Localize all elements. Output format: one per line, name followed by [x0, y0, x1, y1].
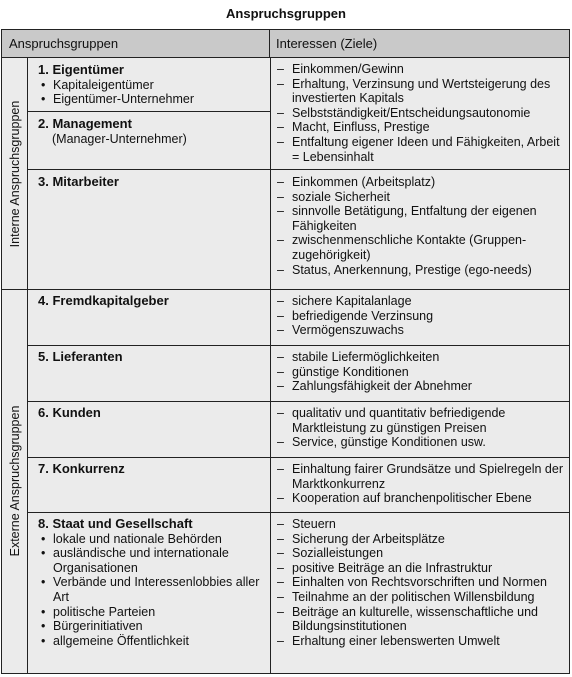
dash-icon: –	[277, 233, 284, 248]
stakeholder-subgroups	[38, 532, 264, 649]
dash-icon: –	[277, 575, 284, 590]
dash-icon: –	[277, 262, 284, 277]
column-header-stakeholders: Anspruchsgruppen	[2, 30, 270, 58]
row-divider	[28, 512, 569, 513]
list-item: – zwischenmenschliche Kontakte (Gruppenzugehörigkeit)	[277, 233, 527, 262]
internal-group-cell	[2, 58, 28, 289]
row-divider	[28, 457, 569, 458]
list-item: – stabile Liefermöglichkeiten	[277, 350, 440, 364]
stakeholder-name: Staat und Gesellschaft	[52, 516, 193, 531]
interests-owners-management	[276, 62, 564, 164]
dash-icon: –	[277, 531, 284, 546]
stakeholder-subtitle: (Manager-Unternehmer)	[52, 131, 187, 146]
stakeholder-name: Kunden	[52, 405, 101, 420]
external-group-label: Externe Anspruchsgruppen	[7, 405, 22, 557]
list-item: – Einkommen/Gewinn	[277, 62, 404, 76]
row-number: 3.	[38, 174, 49, 189]
bullet-icon: •	[41, 77, 46, 92]
dash-icon: –	[277, 76, 284, 91]
list-item: – Sozialleistungen	[277, 546, 384, 561]
list-item: – Einkommen (Arbeitsplatz)	[277, 175, 436, 189]
dash-icon: –	[277, 633, 284, 648]
list-item: – Steuern	[277, 517, 336, 531]
stakeholder-name: Mitarbeiter	[52, 174, 119, 189]
stakeholder-customers	[38, 406, 264, 421]
dash-icon: –	[277, 491, 284, 506]
stakeholder-name: Lieferanten	[52, 349, 123, 364]
list-item: • lokale und nationale Behörden	[41, 531, 222, 546]
list-item: • Kapitaleigentümer	[41, 77, 154, 92]
stakeholder-name: Management	[52, 116, 132, 131]
row-divider	[28, 401, 569, 402]
dash-icon: –	[277, 350, 284, 364]
stakeholder-name: Eigentümer	[52, 62, 124, 77]
list-item: – Zahlungsfähigkeit der Abnehmer	[277, 379, 472, 394]
list-item: – Entfaltung eigener Ideen und Fähigkeiten, Arbeit = Lebensinhalt	[277, 134, 560, 164]
list-item: • politische Parteien	[41, 604, 156, 619]
dash-icon: –	[277, 189, 284, 204]
list-item: – befriedigende Verzinsung	[277, 308, 434, 323]
row-number: 8.	[38, 516, 49, 531]
internal-group-label: Interne Anspruchsgruppen	[7, 100, 22, 247]
list-item: – Macht, Einfluss, Prestige	[277, 120, 430, 135]
dash-icon: –	[277, 62, 284, 76]
list-item: • Eigentümer-Unternehmer	[41, 92, 195, 107]
bullet-icon: •	[41, 531, 46, 546]
list-item: – Selbstständigkeit/Entscheidungsautonomie	[277, 105, 531, 120]
bullet-icon: •	[41, 633, 46, 648]
stakeholder-state-society	[38, 517, 264, 648]
row-divider	[28, 169, 569, 170]
list-item: – Kooperation auf branchenpolitischer Ebene	[277, 491, 532, 506]
stakeholder-competitors	[38, 462, 264, 477]
list-item: – qualitativ und quantitativ befriedigende Marktleistung zu günstigen Preisen	[277, 406, 506, 435]
list-item: – Service, günstige Konditionen usw.	[277, 435, 486, 450]
list-item: • Bürgerinitiativen	[41, 619, 143, 634]
list-item: – Einhaltung fairer Grundsätze und Spielregeln der Marktkonkurrenz	[277, 462, 564, 491]
dash-icon: –	[277, 435, 284, 450]
row-number: 4.	[38, 293, 49, 308]
interests-employees	[276, 175, 564, 277]
bullet-icon: •	[41, 619, 46, 634]
list-item: – sichere Kapitalanlage	[277, 294, 412, 308]
stakeholder-suppliers	[38, 350, 264, 365]
row-number: 6.	[38, 405, 49, 420]
list-item: – günstige Konditionen	[277, 364, 409, 379]
list-item: – Sicherung der Arbeitsplätze	[277, 531, 445, 546]
dash-icon: –	[277, 379, 284, 394]
group-divider	[2, 289, 569, 290]
dash-icon: –	[277, 294, 284, 308]
bullet-icon: •	[41, 604, 46, 619]
list-item: – Teilnahme an der politischen Willensbildung	[277, 589, 535, 604]
dash-icon: –	[277, 323, 284, 338]
row-divider	[28, 111, 270, 112]
list-item: – Status, Anerkennung, Prestige (ego-needs)	[277, 262, 532, 277]
stakeholder-lenders	[38, 294, 264, 309]
stakeholder-name: Konkurrenz	[52, 461, 125, 476]
dash-icon: –	[277, 604, 284, 619]
list-item: – Vermögenszuwachs	[277, 323, 404, 338]
row-number: 5.	[38, 349, 49, 364]
interests-state-society	[276, 517, 564, 648]
dash-icon: –	[277, 589, 284, 604]
list-item: • Verbände und Interessenlobbies aller Art	[41, 575, 260, 604]
list-item: – sinnvolle Betätigung, Entfaltung der eigenen Fähigkeiten	[277, 204, 537, 233]
dash-icon: –	[277, 462, 284, 476]
list-item: – Einhalten von Rechtsvorschriften und Normen	[277, 575, 547, 590]
row-number: 7.	[38, 461, 49, 476]
list-item: – positive Beiträge an die Infrastruktur	[277, 560, 493, 575]
list-item: – soziale Sicherheit	[277, 189, 390, 204]
column-divider	[270, 58, 271, 673]
interests-lenders	[276, 294, 564, 338]
external-group-cell	[2, 289, 28, 673]
dash-icon: –	[277, 175, 284, 189]
dash-icon: –	[277, 134, 284, 149]
list-item: – Erhaltung, Verzinsung und Wertsteigerung des investierten Kapitals	[277, 76, 551, 106]
stakeholder-name: Fremdkapitalgeber	[52, 293, 169, 308]
dash-icon: –	[277, 406, 284, 420]
stakeholder-owners	[38, 63, 264, 107]
interests-competitors	[276, 462, 564, 506]
stakeholder-management	[38, 117, 264, 146]
row-number: 2.	[38, 116, 49, 131]
dash-icon: –	[277, 204, 284, 219]
column-header-interests: Interessen (Ziele)	[270, 30, 569, 58]
list-item: • ausländische und internationale Organisationen	[41, 546, 229, 575]
row-divider	[28, 345, 569, 346]
bullet-icon: •	[41, 575, 46, 590]
list-item: • allgemeine Öffentlichkeit	[41, 633, 189, 648]
stakeholder-employees	[38, 175, 264, 190]
bullet-icon: •	[41, 546, 46, 561]
dash-icon: –	[277, 120, 284, 135]
dash-icon: –	[277, 364, 284, 379]
dash-icon: –	[277, 560, 284, 575]
list-item: – Erhaltung einer lebenswerten Umwelt	[277, 633, 500, 648]
interests-suppliers	[276, 350, 564, 394]
page-title: Anspruchsgruppen	[226, 6, 346, 21]
interests-customers	[276, 406, 564, 450]
list-item: – Beiträge an kulturelle, wissenschaftliche und Bildungsinstitutionen	[277, 604, 538, 634]
bullet-icon: •	[41, 92, 46, 107]
dash-icon: –	[277, 105, 284, 120]
stakeholder-subgroups	[38, 78, 264, 107]
dash-icon: –	[277, 517, 284, 531]
stakeholder-table	[1, 29, 570, 674]
dash-icon: –	[277, 546, 284, 561]
row-number: 1.	[38, 62, 49, 77]
dash-icon: –	[277, 308, 284, 323]
